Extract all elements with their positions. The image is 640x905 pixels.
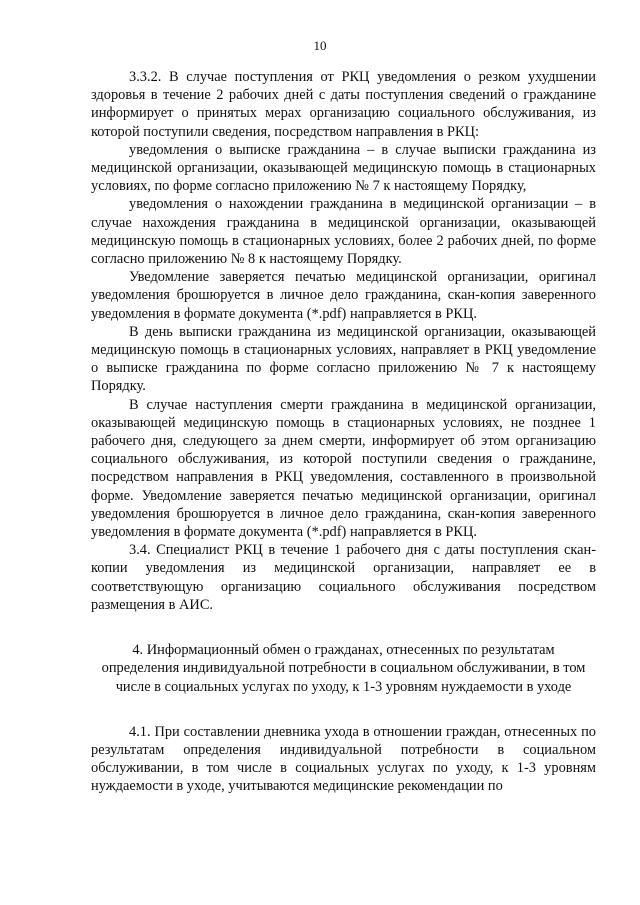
- paragraph-3-4: 3.4. Специалист РКЦ в течение 1 рабочего дня с даты поступления скан-копии уведомления из медицинской организации, направляет ее в соответствующую организацию социального обслуживания посредством размещения в АИС.: [91, 542, 596, 613]
- document-body: [91, 68, 596, 796]
- page-number: 10: [313, 38, 327, 53]
- section-heading: 4. Информационный обмен о гражданах, отнесенных по результатам определения индивидуальной потребности в социальном обслуживании, в том числе в социальных услугах по уходу, к 1-3 уровням нуждаемости в уходе: [101, 642, 586, 695]
- paragraph-death-case: В случае наступления смерти гражданина в медицинской организации, оказывающей медицинскую помощь в стационарных условиях, не позднее 1 рабочего дня, следующего за днем смерти, информирует об этом организацию социального обслуживания, из которой поступили сведения о гражданине, посредством направления в РКЦ уведомления, составленного в произвольной форме. Уведомление заверяется печатью медицинской организации, оригинал уведомления брошюруется в личное дело гражданина, скан-копия заверенного уведомления в формате документа (*.pdf) направляется в РКЦ.: [91, 396, 596, 541]
- paragraph-discharge-notice: уведомления о выписке гражданина – в случае выписки гражданина из медицинской организации, оказывающей медицинскую помощь в стационарных условиях, по форме согласно приложению № 7 к настоящему Порядку,: [91, 141, 596, 195]
- paragraph-notice-certification: Уведомление заверяется печатью медицинской организации, оригинал уведомления брошюруется в личное дело гражданина, скан-копия заверенного уведомления в формате документа (*.pdf) направляется в РКЦ.: [91, 269, 596, 322]
- paragraph-4-1: 4.1. При составлении дневника ухода в отношении граждан, отнесенных по результатам определения индивидуальной потребности в социальном обслуживании, в том числе в социальных услугах по уходу, к 1-3 уровням нуждаемости в уходе, учитываются медицинские рекомендации по: [91, 723, 596, 795]
- paragraph-3-3-2: 3.3.2. В случае поступления от РКЦ уведомления о резком ухудшении здоровья в течение 2 рабочих дней с даты поступления сведений о гражданине информирует о принятых мерах организацию социального обслуживания, из которой поступили сведения, посредством направления в РКЦ:: [91, 69, 596, 140]
- paragraph-discharge-day: В день выписки гражданина из медицинской организации, оказывающей медицинскую помощь в стационарных условиях, направляет в РКЦ уведомление о выписке гражданина по форме согласно приложению № 7 к настоящему Порядку.: [91, 323, 596, 395]
- paragraph-stay-notice: уведомления о нахождении гражданина в медицинской организации – в случае нахождения гражданина в медицинской организации, оказывающей медицинскую помощь в стационарных условиях, более 2 рабочих дней, по форме согласно приложению № 8 к настоящему Порядку.: [91, 196, 596, 268]
